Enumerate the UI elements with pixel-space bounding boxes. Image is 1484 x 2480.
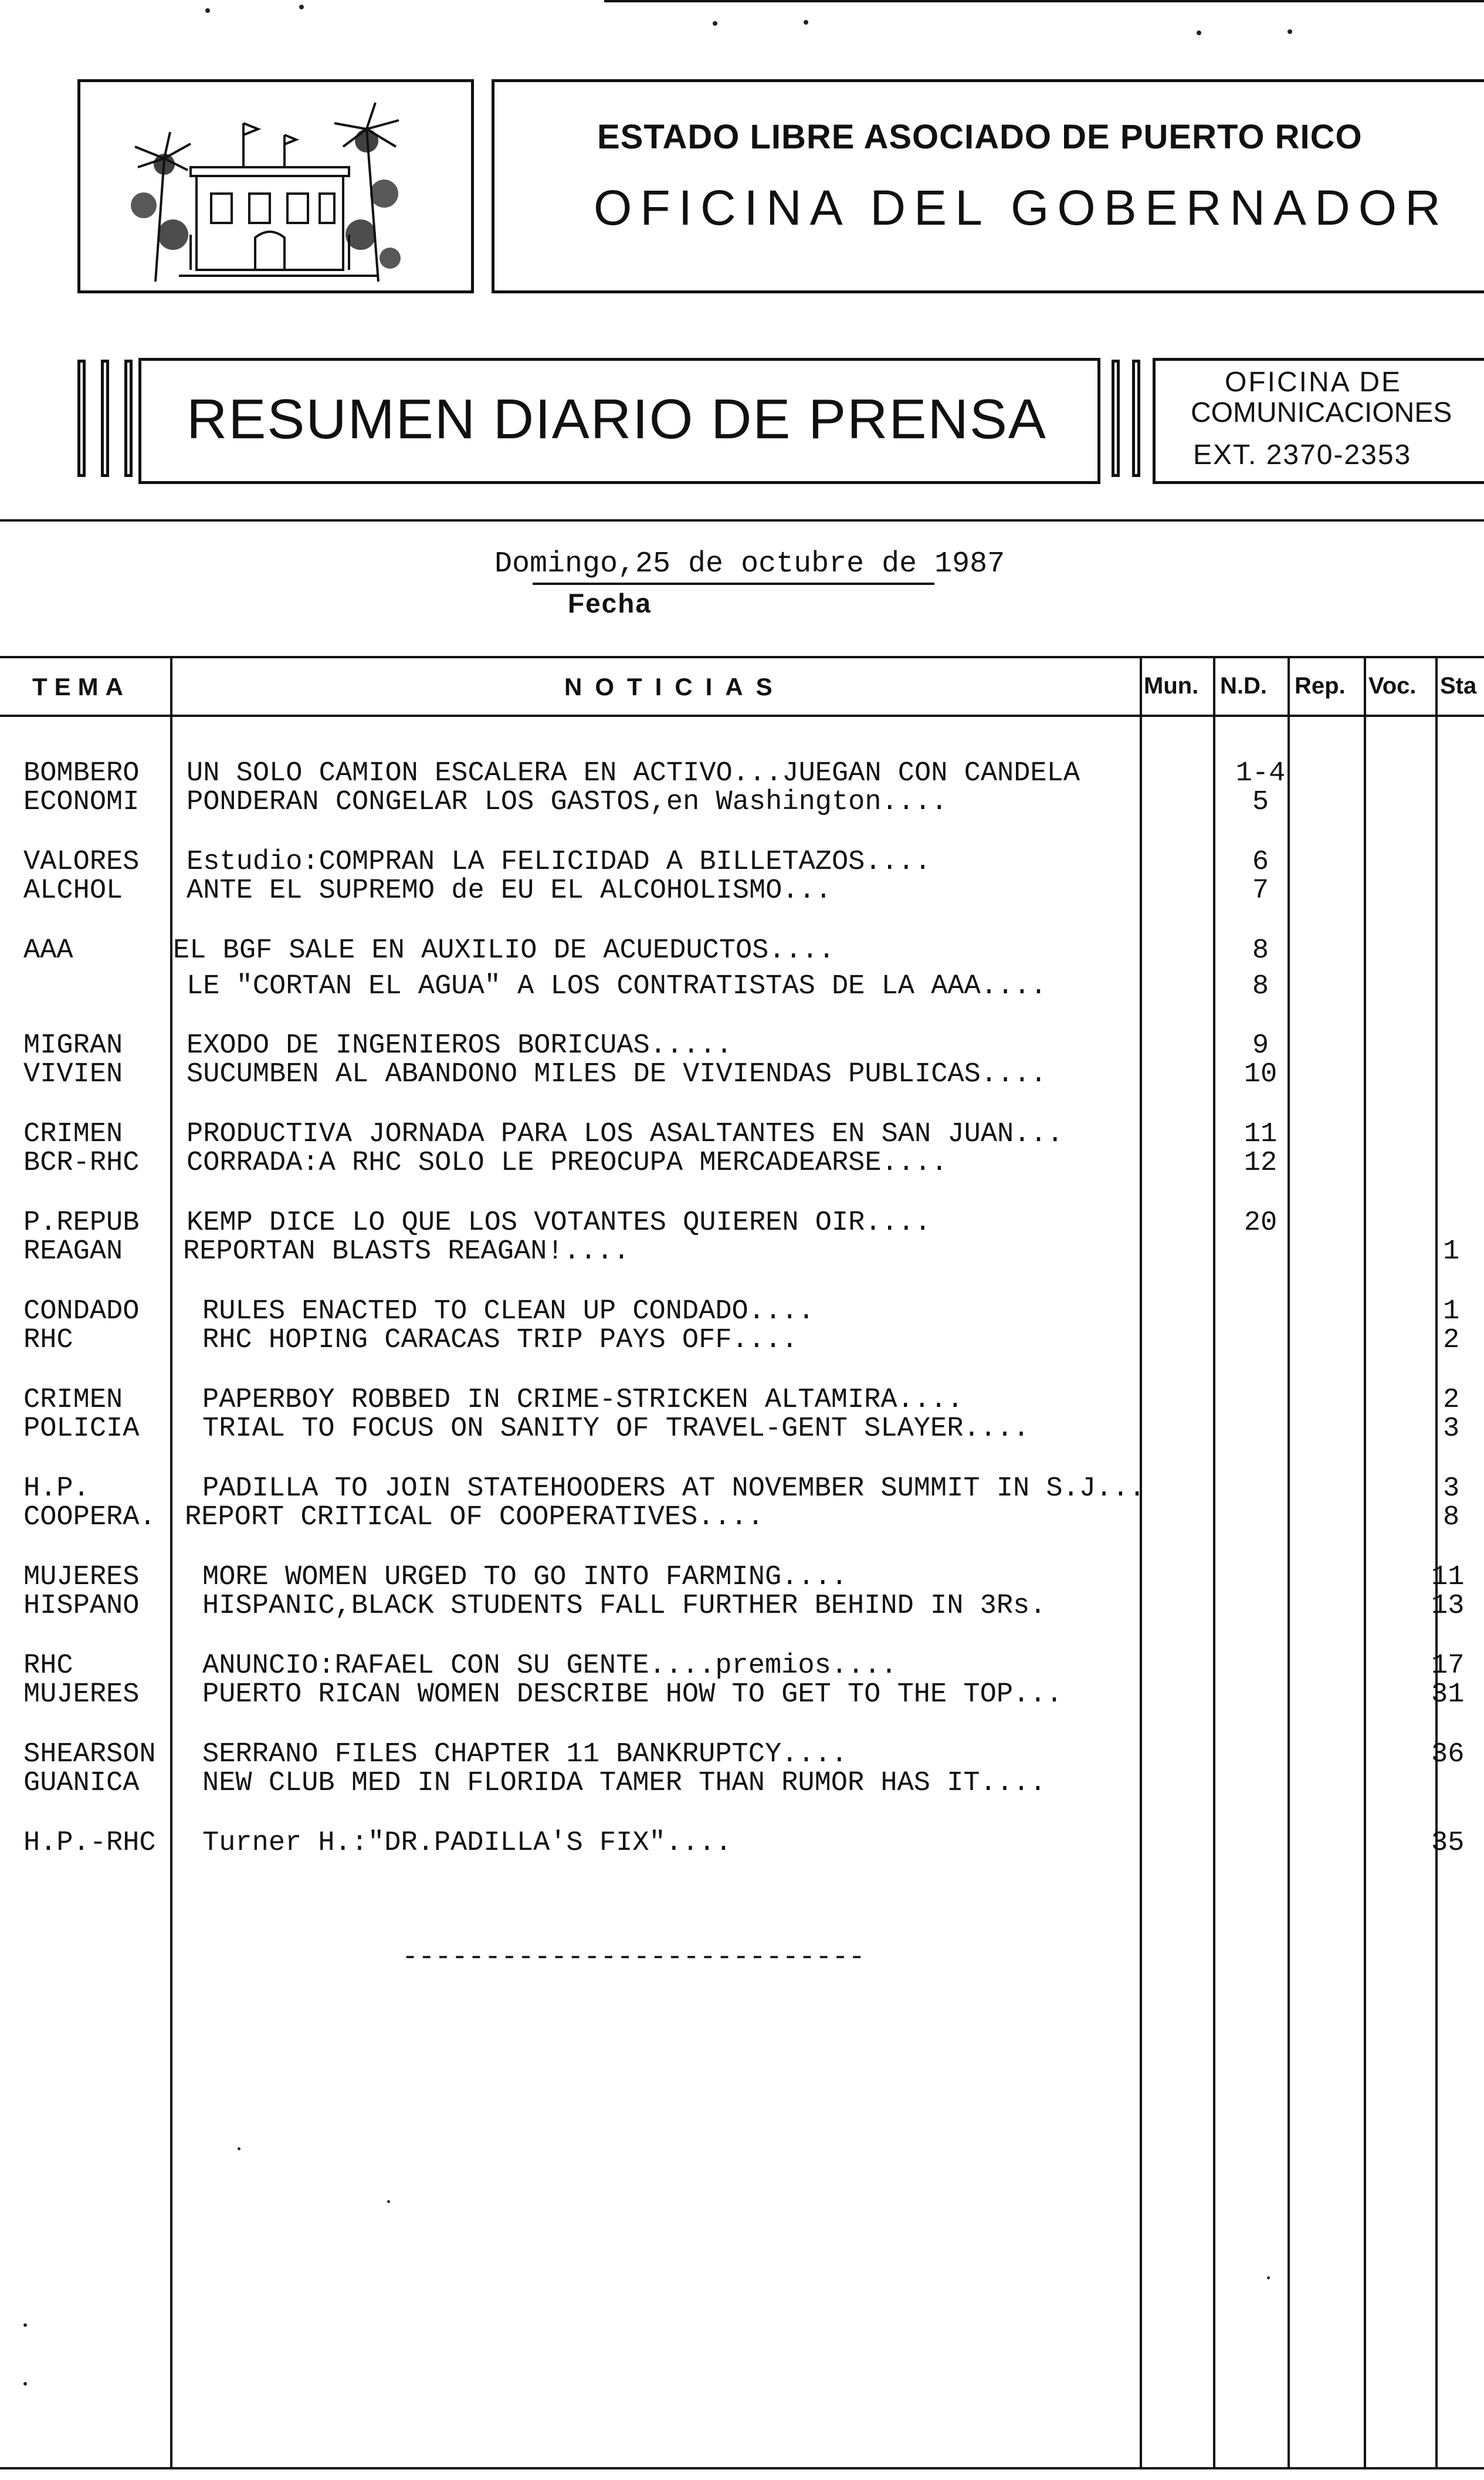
column-divider [1140,656,1142,2469]
frame-bar [101,360,109,477]
top-edge-rule [604,0,1484,2]
row-sta-page: 1 [1443,1236,1460,1267]
frame-bar [1112,360,1120,477]
row-nd-page: 8 [1252,935,1269,966]
row-tema: BCR-RHC [23,1148,140,1179]
row-noticia: KEMP DICE LO QUE LOS VOTANTES QUIEREN OIR.... [187,1207,931,1239]
row-tema: VIVIEN [23,1059,123,1090]
row-sta-page: 31 [1431,1679,1465,1710]
column-header-rep: Rep. [1295,673,1346,699]
table-top-rule [0,656,1484,658]
row-tema: H.P.-RHC [23,1828,156,1859]
row-sta-page: 2 [1443,1385,1460,1416]
row-nd-page: 12 [1244,1148,1278,1179]
column-divider [1364,656,1366,2469]
row-nd-page: 7 [1252,875,1269,906]
scan-speck [1197,31,1201,35]
row-tema: MIGRAN [23,1030,123,1061]
row-nd-page: 20 [1244,1207,1278,1239]
row-tema: AAA [23,935,73,966]
row-noticia: TRIAL TO FOCUS ON SANITY OF TRAVEL-GENT SLAYER.... [202,1413,1030,1444]
frame-bar [124,360,133,477]
row-noticia: REPORTAN BLASTS REAGAN!.... [183,1236,630,1267]
end-of-list-marker: ---------------------------- [402,1942,865,1973]
row-noticia: RULES ENACTED TO CLEAN UP CONDADO.... [202,1296,815,1327]
date-value: Domingo,25 de octubre de 1987 [494,547,1005,581]
column-header-nd: N.D. [1220,673,1267,699]
scan-speck [1267,2276,1270,2279]
column-header-sta: Sta [1440,673,1477,699]
row-sta-page: 17 [1431,1650,1465,1681]
row-tema: RHC [23,1650,73,1681]
row-nd-page: 11 [1244,1119,1278,1150]
row-sta-page: 35 [1431,1828,1465,1859]
row-noticia: ANUNCIO:RAFAEL CON SU GENTE....premios.... [202,1650,897,1681]
row-tema: HISPANO [23,1591,140,1622]
row-tema: H.P. [23,1473,90,1504]
row-sta-page: 2 [1443,1325,1460,1356]
row-tema: CONDADO [23,1296,140,1327]
row-tema: BOMBERO [23,758,140,789]
row-noticia: REPORT CRITICAL OF COOPERATIVES.... [185,1502,764,1533]
column-header-mun: Mun. [1144,673,1199,699]
column-divider [170,656,172,2469]
scan-speck [299,5,304,9]
scan-speck [23,2382,27,2386]
row-tema: ALCHOL [23,875,123,906]
row-tema: MUJERES [23,1679,140,1710]
row-nd-page: 9 [1252,1030,1269,1061]
table-bottom-rule [0,2467,1484,2469]
row-noticia: UN SOLO CAMION ESCALERA EN ACTIVO...JUEGAN CON CANDELA [187,758,1080,789]
row-noticia: MORE WOMEN URGED TO GO INTO FARMING.... [202,1562,848,1593]
row-tema: GUANICA [23,1768,140,1799]
row-noticia: HISPANIC,BLACK STUDENTS FALL FURTHER BEHIND IN 3Rs. [202,1591,1046,1622]
row-tema: SHEARSON [23,1739,156,1770]
row-sta-page: 13 [1431,1591,1465,1622]
column-header-voc: Voc. [1368,673,1417,699]
scan-speck [804,20,808,25]
row-nd-page: 6 [1252,847,1269,878]
row-tema: MUJERES [23,1562,140,1593]
row-noticia: SUCUMBEN AL ABANDONO MILES DE VIVIENDAS PUBLICAS.... [187,1059,1047,1090]
row-sta-page: 36 [1431,1739,1465,1770]
row-noticia: PADILLA TO JOIN STATEHOODERS AT NOVEMBER SUMMIT IN S.J... [202,1473,1146,1504]
scan-speck [23,2323,27,2327]
governor-mansion-logo [109,88,443,287]
scan-speck [1288,29,1292,34]
comms-department-label: COMUNICACIONES [1191,397,1452,428]
row-tema: CRIMEN [23,1385,123,1416]
row-noticia: PRODUCTIVA JORNADA PARA LOS ASALTANTES EN SAN JUAN... [187,1119,1063,1150]
column-header-noticias: NOTICIAS [564,673,785,701]
header-rule [0,519,1484,522]
column-divider [1288,656,1290,2469]
office-name: OFICINA DEL GOBERNADOR [594,180,1449,235]
row-sta-page: 8 [1443,1502,1460,1533]
scan-speck [238,2147,240,2150]
scan-speck [713,21,717,26]
column-divider [1213,656,1215,2469]
date-underline [533,583,934,585]
date-label: Fecha [568,588,652,618]
row-noticia: Turner H.:"DR.PADILLA'S FIX".... [202,1828,732,1859]
row-noticia: PUERTO RICAN WOMEN DESCRIBE HOW TO GET TO THE TOP... [202,1679,1063,1710]
table-header-rule [0,715,1484,717]
row-sta-page: 3 [1443,1413,1460,1444]
row-noticia: PAPERBOY ROBBED IN CRIME-STRICKEN ALTAMIRA.... [202,1385,964,1416]
row-noticia: PONDERAN CONGELAR LOS GASTOS,en Washington.... [187,787,948,818]
comms-extension: EXT. 2370-2353 [1193,439,1412,471]
row-nd-page: 10 [1244,1059,1278,1090]
row-sta-page: 1 [1443,1296,1460,1327]
state-name: ESTADO LIBRE ASOCIADO DE PUERTO RICO [597,118,1363,156]
row-noticia: SERRANO FILES CHAPTER 11 BANKRUPTCY.... [202,1739,848,1770]
column-header-tema: TEMA [32,673,130,701]
row-noticia: EXODO DE INGENIEROS BORICUAS..... [187,1030,733,1061]
scan-speck [387,2200,390,2203]
row-tema: ECONOMI [23,787,140,818]
row-noticia: LE "CORTAN EL AGUA" A LOS CONTRATISTAS DE LA AAA.... [187,971,1047,1002]
row-sta-page: 11 [1431,1562,1465,1593]
row-tema: CRIMEN [23,1119,123,1150]
scan-speck [205,8,210,13]
row-noticia: Estudio:COMPRAN LA FELICIDAD A BILLETAZOS.... [187,847,931,878]
row-tema: REAGAN [23,1236,123,1267]
row-tema: VALORES [23,847,140,878]
comms-office-label: OFICINA DE [1225,367,1402,398]
row-noticia: ANTE EL SUPREMO de EU EL ALCOHOLISMO... [187,875,832,906]
row-tema: COOPERA. [23,1502,156,1533]
frame-bar [77,360,86,477]
row-nd-page: 1-4 [1235,758,1286,789]
row-tema: RHC [23,1325,73,1356]
document-title: RESUMEN DIARIO DE PRENSA [187,388,1047,451]
row-noticia: EL BGF SALE EN AUXILIO DE ACUEDUCTOS.... [173,935,835,966]
row-tema: POLICIA [23,1413,140,1444]
row-nd-page: 5 [1252,787,1269,818]
row-nd-page: 8 [1252,971,1269,1002]
row-sta-page: 3 [1443,1473,1460,1504]
row-noticia: RHC HOPING CARACAS TRIP PAYS OFF.... [202,1325,798,1356]
row-noticia: NEW CLUB MED IN FLORIDA TAMER THAN RUMOR HAS IT.... [202,1768,1046,1799]
row-noticia: CORRADA:A RHC SOLO LE PREOCUPA MERCADEARSE.... [187,1148,948,1179]
frame-bar [1132,360,1140,477]
row-tema: P.REPUB [23,1207,140,1239]
